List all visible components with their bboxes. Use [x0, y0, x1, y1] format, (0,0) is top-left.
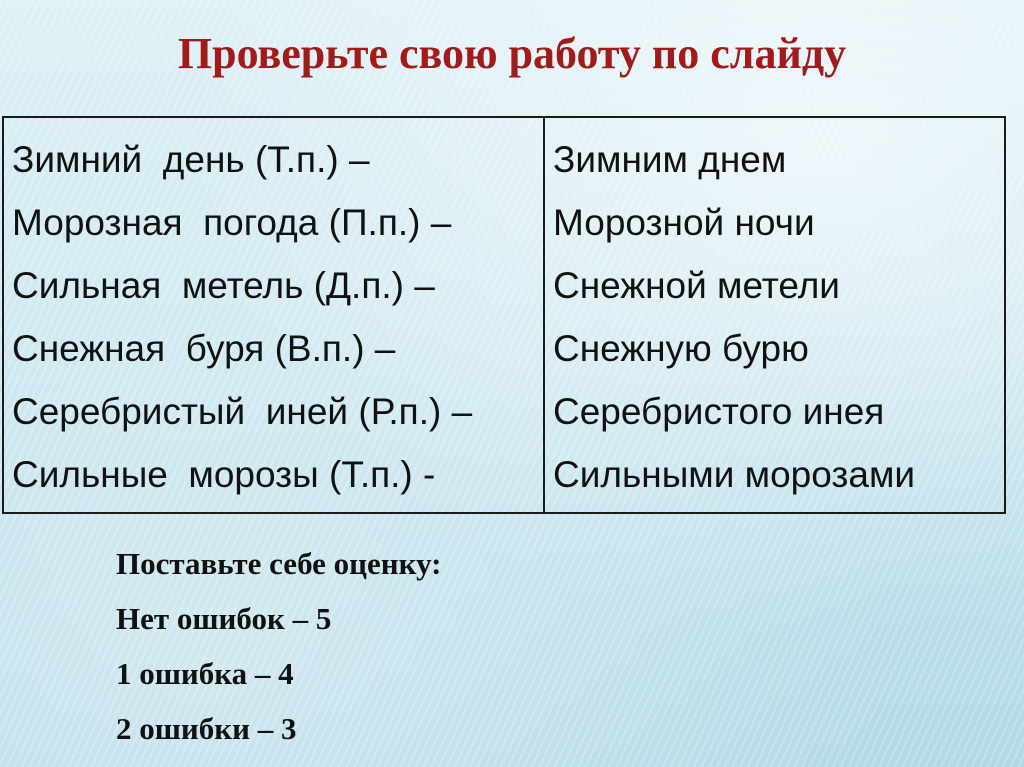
slide-title: Проверьте свою работу по слайду [177, 29, 847, 78]
grading-item: 2 ошибки – 3 [116, 711, 297, 746]
left-column-cell [3, 117, 544, 513]
answers-table [2, 116, 1006, 514]
phrase-case-item: Сильная метель (Д.п.) – [12, 265, 435, 306]
grading-heading: Поставьте себе оценку: [116, 546, 442, 581]
right-column-cell [544, 117, 1005, 513]
phrase-case-item: Сильные морозы (Т.п.) - [12, 454, 436, 495]
grading-block [116, 536, 442, 756]
answer-item: Серебристого инея [553, 391, 885, 432]
phrase-case-item: Серебристый иней (Р.п.) – [12, 391, 473, 432]
grading-item: Нет ошибок – 5 [116, 601, 332, 636]
phrase-case-item: Снежная буря (В.п.) – [12, 328, 396, 369]
answer-item: Сильными морозами [553, 454, 916, 495]
answer-item: Снежную бурю [553, 328, 809, 369]
answer-item: Морозной ночи [553, 202, 815, 243]
phrase-case-item: Зимний день (Т.п.) – [12, 139, 370, 180]
table-row [3, 117, 1005, 513]
answer-item: Зимним днем [553, 139, 787, 180]
answer-item: Снежной метели [553, 265, 840, 306]
grading-item: 1 ошибка – 4 [116, 656, 294, 691]
phrase-case-item: Морозная погода (П.п.) – [12, 202, 452, 243]
